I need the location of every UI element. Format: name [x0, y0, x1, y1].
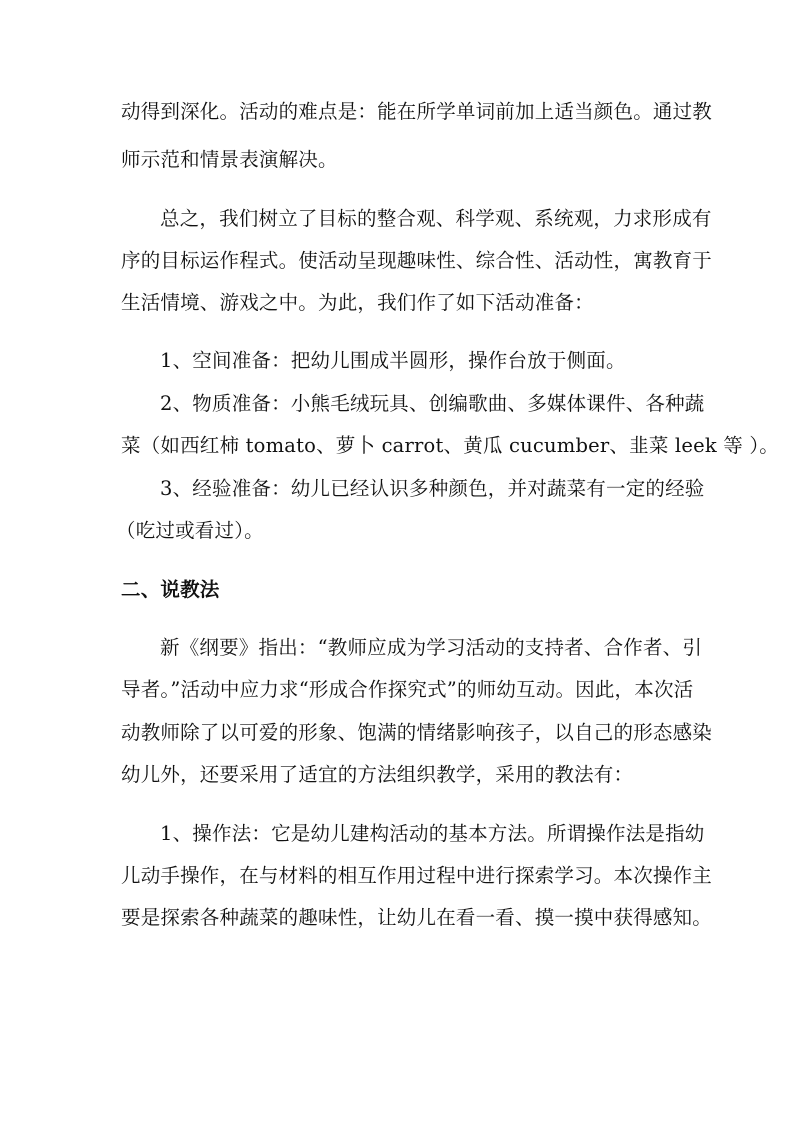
section-heading: 二、说教法	[121, 578, 220, 601]
text-line: 动教师除了以可爱的形象、饱满的情绪影响孩子，以自己的形态感染	[121, 721, 713, 744]
text-line: 新《纲要》指出：“教师应成为学习活动的支持者、合作者、引	[160, 636, 703, 659]
text-line: 2、物质准备：小熊毛绒玩具、创编歌曲、多媒体课件、各种蔬	[160, 392, 705, 415]
text-line: （吃过或看过）。	[116, 519, 264, 542]
text-line: 动得到深化。活动的难点是：能在所学单词前加上适当颜色。通过教	[121, 100, 713, 123]
text-line: 生活情境、游戏之中。为此，我们作了如下活动准备：	[121, 291, 594, 314]
text-line: 幼儿外，还要采用了适宜的方法组织教学，采用的教法有：	[121, 763, 634, 786]
text-line: 序的目标运作程式。使活动呈现趣味性、综合性、活动性，寓教育于	[121, 249, 713, 272]
text-line: 1、操作法：它是幼儿建构活动的基本方法。所谓操作法是指幼	[160, 822, 705, 845]
text-line: 要是探索各种蔬菜的趣味性，让幼儿在看一看、摸一摸中获得感知。	[121, 906, 713, 929]
text-line: 3、经验准备：幼儿已经认识多种颜色，并对蔬菜有一定的经验	[160, 477, 705, 500]
text-line: 1、空间准备：把幼儿围成半圆形，操作台放于侧面。	[160, 349, 626, 372]
text-line: 总之，我们树立了目标的整合观、科学观、系统观，力求形成有	[160, 207, 712, 230]
text-line: 菜（如西红柿 tomato、萝卜 carrot、黄瓜 cucumber、韭菜 leek 等 ）。	[121, 434, 780, 457]
text-line: 导者。”活动中应力求“形成合作探究式”的师幼互动。因此，本次活	[121, 678, 694, 701]
text-line: 师示范和情景表演解决。	[121, 148, 338, 171]
text-line: 儿动手操作，在与材料的相互作用过程中进行探索学习。本次操作主	[121, 864, 713, 887]
